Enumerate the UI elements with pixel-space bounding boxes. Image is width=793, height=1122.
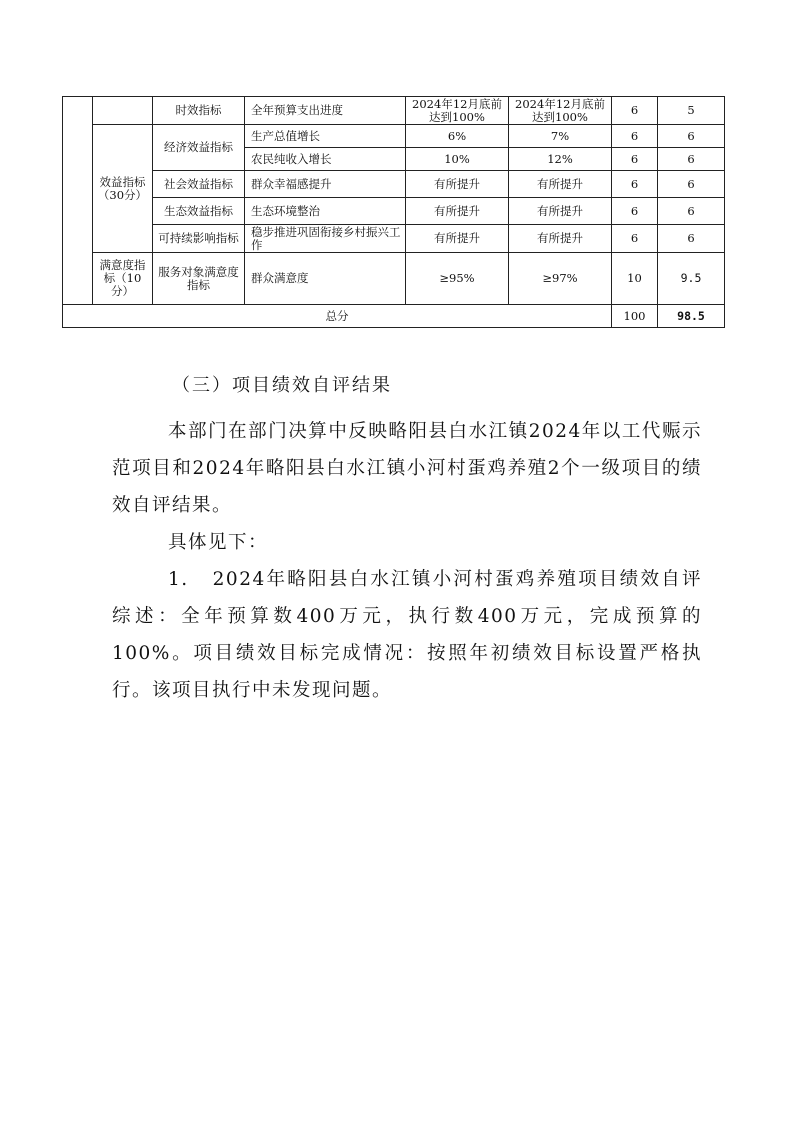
score-cell: 5 [658,97,725,125]
target-cell: 有所提升 [406,225,509,253]
paragraph-text: 具体见下： [168,532,269,553]
target-cell: 2024年12月底前达到100% [406,97,509,125]
indicator-cell: 生态效益指标 [153,198,245,225]
paragraph-text: 本部门在部门决算中反映略阳县白水江镇2024年以工代赈示范项目和2024年略阳县白水江镇小河村蛋鸡养殖2个一级项目的绩效自评结果。 [112,421,702,516]
total-weight: 100 [612,305,658,328]
table-row [63,253,725,305]
total-row [63,305,725,328]
target-cell: 有所提升 [406,198,509,225]
score-cell: 6 [658,125,725,148]
actual-cell: 有所提升 [509,198,612,225]
indicator-cell: 经济效益指标 [153,125,245,171]
actual-cell: 有所提升 [509,171,612,198]
actual-cell: 2024年12月底前达到100% [509,97,612,125]
item-cell: 生态环境整治 [245,198,406,225]
actual-cell: 7% [509,125,612,148]
weight-cell: 6 [612,125,658,148]
total-score: 98.5 [658,305,725,328]
weight-cell: 6 [612,198,658,225]
paragraph [112,413,702,524]
target-cell: ≥95% [406,253,509,305]
continuation-cell [93,97,153,125]
item-cell: 生产总值增长 [245,125,406,148]
table-row [63,97,725,125]
score-cell: 6 [658,198,725,225]
performance-table [62,96,725,328]
table-row [63,198,725,225]
table-row [63,171,725,198]
list-number: 1. [168,569,189,590]
item-cell: 全年预算支出进度 [245,97,406,125]
indicator-cell: 时效指标 [153,97,245,125]
group-label-cell: 效益指标（30分） [93,125,153,253]
score-cell: 6 [658,171,725,198]
table-row [63,225,725,253]
weight-cell: 6 [612,97,658,125]
indicator-cell: 社会效益指标 [153,171,245,198]
indicator-cell: 服务对象满意度指标 [153,253,245,305]
actual-cell: 有所提升 [509,225,612,253]
score-cell: 6 [658,148,725,171]
item-cell: 群众满意度 [245,253,406,305]
score-cell: 9.5 [658,253,725,305]
item-cell: 农民纯收入增长 [245,148,406,171]
group-label-cell: 满意度指标（10分） [93,253,153,305]
weight-cell: 6 [612,171,658,198]
section-heading: （三）项目绩效自评结果 [172,375,392,396]
target-cell: 10% [406,148,509,171]
target-cell: 有所提升 [406,171,509,198]
target-cell: 6% [406,125,509,148]
paragraph [112,561,702,709]
indicator-cell: 可持续影响指标 [153,225,245,253]
table-row [63,125,725,148]
item-cell: 群众幸福感提升 [245,171,406,198]
weight-cell: 6 [612,148,658,171]
score-cell: 6 [658,225,725,253]
actual-cell: 12% [509,148,612,171]
weight-cell: 6 [612,225,658,253]
continuation-cell [63,97,93,305]
paragraph-text: 2024年略阳县白水江镇小河村蛋鸡养殖项目绩效自评综述：全年预算数400万元，执行数400万元，完成预算的100%。项目绩效目标完成情况：按照年初绩效目标设置严格执行。该项目执行中未发现问题。 [112,569,702,701]
total-label: 总分 [63,305,612,328]
paragraph [112,524,702,561]
weight-cell: 10 [612,253,658,305]
actual-cell: ≥97% [509,253,612,305]
item-cell: 稳步推进巩固衔接乡村振兴工作 [245,225,406,253]
